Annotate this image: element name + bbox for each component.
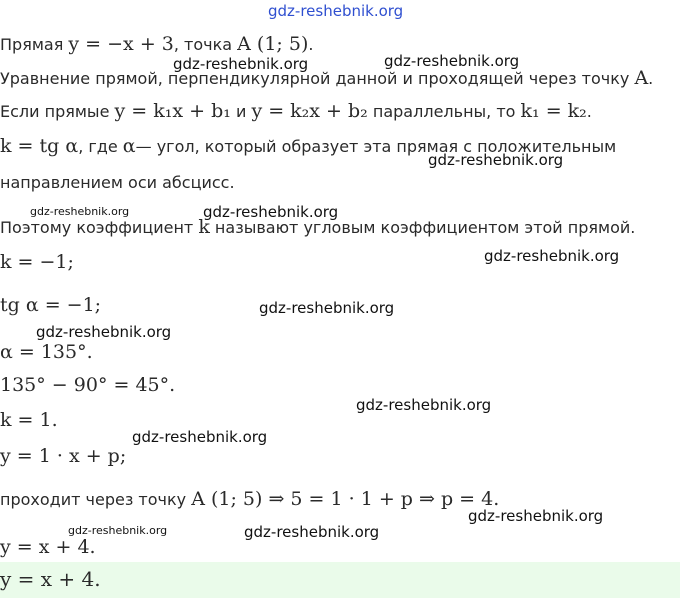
text-segment: — угол, который образует эта прямая с положительным [135,137,617,156]
text-segment: , где [78,137,123,156]
math-segment: A (1; 5) ⇒ 5 = 1 · 1 + p ⇒ p = 4. [191,488,500,510]
watermark: gdz-reshebnik.org [132,428,268,446]
text-line [0,375,175,396]
text-line [0,101,592,122]
watermark: gdz-reshebnik.org [259,299,395,317]
text-line [0,537,96,558]
text-segment: . [648,69,654,88]
watermark: gdz-reshebnik.org [173,55,309,73]
text-line [0,173,235,193]
watermark: gdz-reshebnik.org [36,323,172,341]
math-segment: y = x + 4. [0,536,96,558]
text-line [0,295,101,316]
text-segment: параллельны, то [367,102,521,121]
text-line [0,410,58,431]
text-segment: , точка [173,35,238,54]
text-segment: Если прямые [0,102,115,121]
text-line [0,252,74,273]
watermark: gdz-reshebnik.org [244,523,380,541]
text-segment: направлением оси абсцисс. [0,173,235,192]
text-segment: Прямая [0,35,69,54]
math-segment: tg α = −1; [0,294,102,316]
text-segment: . [586,102,592,121]
math-segment: k = −1; [0,251,74,273]
math-segment: A [634,67,649,89]
watermark: gdz-reshebnik.org [356,396,492,414]
text-segment: проходит через точку [0,490,192,509]
math-segment: y = k₂x + b₂ [251,100,368,122]
math-segment: α = 135°. [0,341,93,363]
watermark: gdz-reshebnik.org [203,203,339,221]
math-segment: A (1; 5) [237,33,309,55]
watermark: gdz-reshebnik.org [468,507,604,525]
math-segment: y = −x + 3 [68,33,174,55]
text-segment: Поэтому коэффициент [0,218,199,237]
watermark: gdz-reshebnik.org [68,524,168,537]
watermark: gdz-reshebnik.org [428,151,564,169]
math-segment: y = 1 · x + p; [0,445,127,467]
math-segment: k₁ = k₂ [520,100,587,122]
text-line [0,34,313,55]
watermark: gdz-reshebnik.org [268,2,404,20]
text-segment: . [308,35,314,54]
text-line [0,342,93,363]
answer-box [0,562,680,598]
text-line [0,489,499,510]
text-line [0,68,653,89]
text-segment: называют угловым коэффициентом этой прямой. [209,218,636,237]
watermark: gdz-reshebnik.org [30,205,130,218]
text-line [0,446,126,467]
watermark: gdz-reshebnik.org [384,52,520,70]
math-segment: α [122,135,136,157]
text-segment: и [230,102,252,121]
math-segment: k = 1. [0,409,58,431]
math-segment: k = tg α [0,135,79,157]
text-segment: Уравнение прямой, перпендикулярной данной и проходящей через точку [0,69,635,88]
math-segment: k [198,216,210,238]
watermark: gdz-reshebnik.org [484,247,620,265]
math-segment: 135° − 90° = 45°. [0,374,176,396]
answer-formula: y = x + 4. [0,567,101,591]
math-segment: y = k₁x + b₁ [114,100,231,122]
